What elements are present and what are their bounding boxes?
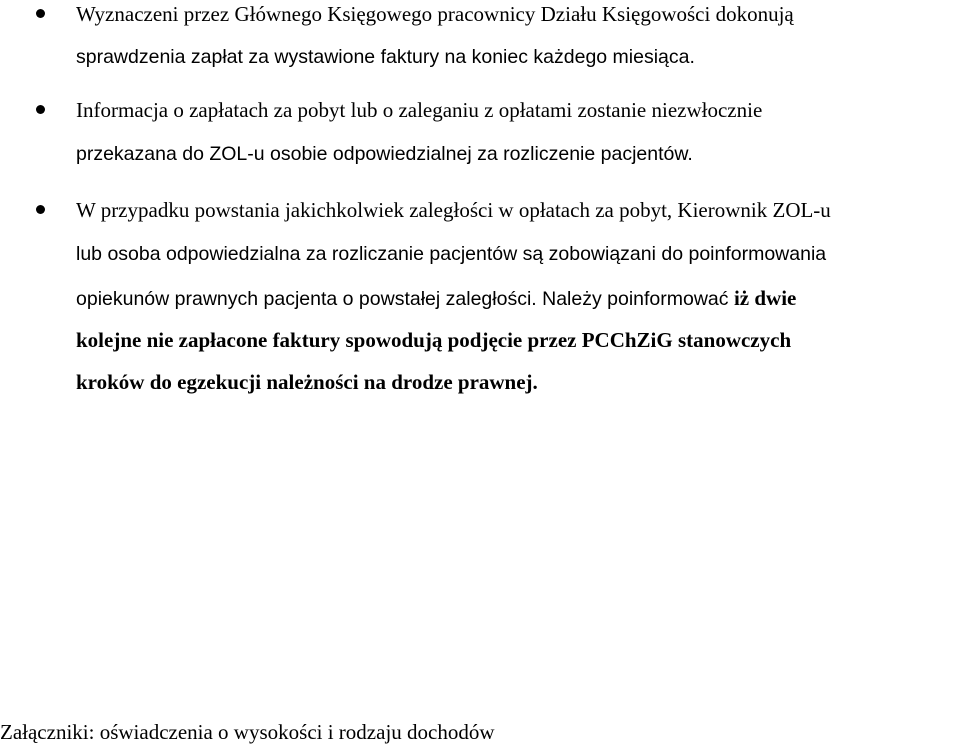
paragraph-line: Wyznaczeni przez Głównego Księgowego pracownicy Działu Księgowości dokonują <box>76 2 794 26</box>
paragraph-text: opiekunów prawnych pacjenta o powstałej zaległości. Należy poinformować <box>76 288 729 310</box>
paragraph-line <box>76 286 796 311</box>
paragraph-line: Informacja o zapłatach za pobyt lub o zaleganiu z opłatami zostanie niezwłocznie <box>76 98 763 122</box>
paragraph-line: W przypadku powstania jakichkolwiek zaległości w opłatach za pobyt, Kierownik ZOL-u <box>76 198 831 222</box>
bullet-point <box>36 105 45 114</box>
bullet-point <box>36 9 45 18</box>
emphasis-line: kroków do egzekucji należności na drodze prawnej. <box>76 370 538 394</box>
paragraph-line: sprawdzenia zapłat za wystawione faktury na koniec każdego miesiąca. <box>76 46 695 68</box>
paragraph-line: lub osoba odpowiedzialna za rozliczanie pacjentów są zobowiązani do poinformowania <box>76 243 827 265</box>
emphasis-line: kolejne nie zapłacone faktury spowodują podjęcie przez PCChZiG stanowczych <box>76 328 792 352</box>
attachments-note: Załączniki: oświadczenia o wysokości i rodzaju dochodów <box>0 720 495 744</box>
paragraph-line: przekazana do ZOL-u osobie odpowiedzialnej za rozliczenie pacjentów. <box>76 143 693 165</box>
bullet-point <box>36 205 45 214</box>
emphasis-text: iż dwie <box>733 286 797 310</box>
